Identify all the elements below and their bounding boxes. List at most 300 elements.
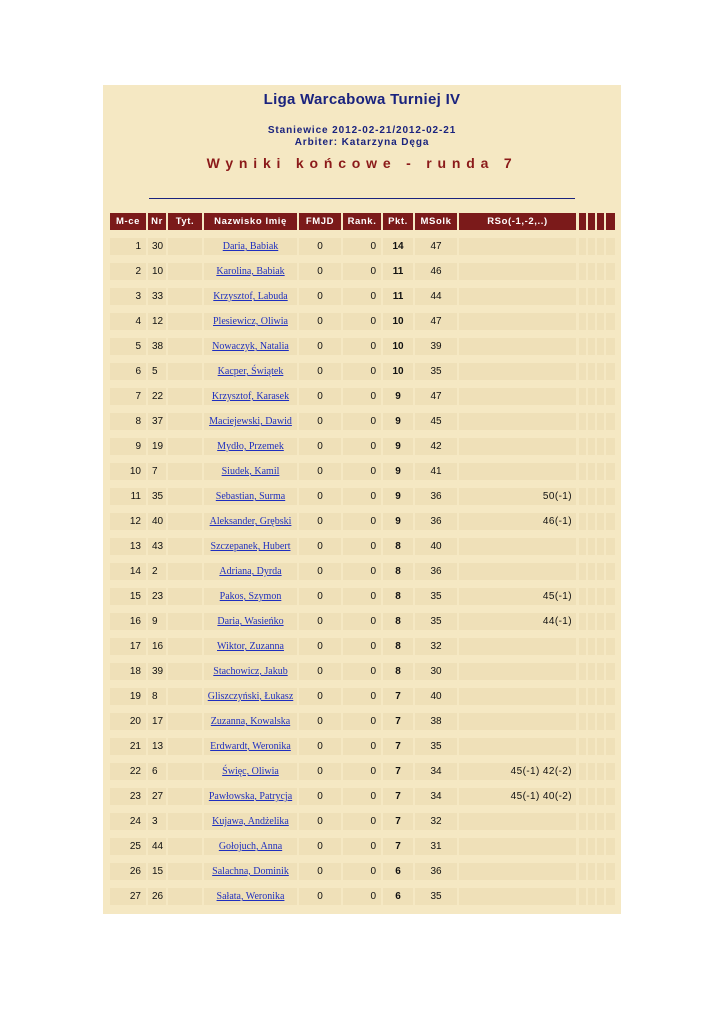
- cell-msolk: 44: [415, 288, 457, 305]
- cell-extra: [579, 313, 586, 330]
- cell-rank: 0: [343, 338, 381, 355]
- cell-rank: 0: [343, 838, 381, 855]
- player-name-link[interactable]: Siudek, Kamil: [221, 466, 280, 477]
- cell-rso: [459, 538, 576, 555]
- cell-extra: [606, 588, 615, 605]
- cell-place: 27: [110, 888, 146, 905]
- cell-rank: 0: [343, 738, 381, 755]
- cell-extra: [579, 588, 586, 605]
- cell-extra: [606, 888, 615, 905]
- player-name-link[interactable]: Zuzanna, Kowalska: [210, 716, 291, 727]
- player-name-link[interactable]: Erdwardt, Weronika: [210, 741, 291, 752]
- cell-fmjd: 0: [299, 888, 341, 905]
- cell-extra: [606, 738, 615, 755]
- cell-extra: [588, 338, 595, 355]
- cell-extra: [606, 638, 615, 655]
- cell-extra: [579, 863, 586, 880]
- cell-extra: [606, 363, 615, 380]
- cell-rank: 0: [343, 263, 381, 280]
- cell-title: [168, 463, 202, 480]
- cell-msolk: 34: [415, 788, 457, 805]
- cell-nr: 30: [148, 238, 166, 255]
- cell-extra: [588, 413, 595, 430]
- cell-rso: [459, 863, 576, 880]
- player-name-link[interactable]: Gołojuch, Anna: [218, 841, 283, 852]
- cell-name: [204, 738, 297, 755]
- cell-rank: 0: [343, 238, 381, 255]
- cell-msolk: 47: [415, 313, 457, 330]
- cell-rank: 0: [343, 438, 381, 455]
- cell-rso: [459, 363, 576, 380]
- cell-nr: 16: [148, 638, 166, 655]
- cell-extra: [597, 363, 604, 380]
- cell-title: [168, 788, 202, 805]
- cell-fmjd: 0: [299, 713, 341, 730]
- cell-extra: [579, 788, 586, 805]
- cell-extra: [588, 688, 595, 705]
- cell-extra: [606, 288, 615, 305]
- cell-name: [204, 513, 297, 530]
- cell-extra: [597, 813, 604, 830]
- cell-place: 5: [110, 338, 146, 355]
- cell-fmjd: 0: [299, 788, 341, 805]
- cell-place: 12: [110, 513, 146, 530]
- cell-points: 8: [383, 638, 413, 655]
- cell-fmjd: 0: [299, 838, 341, 855]
- cell-fmjd: 0: [299, 263, 341, 280]
- cell-rank: 0: [343, 588, 381, 605]
- col-header-points: Pkt.: [383, 213, 413, 230]
- col-header-fmjd: FMJD: [299, 213, 341, 230]
- cell-extra: [606, 788, 615, 805]
- cell-extra: [579, 513, 586, 530]
- cell-name: [204, 713, 297, 730]
- player-name-link[interactable]: Pawłowska, Patrycja: [208, 791, 293, 802]
- cell-place: 16: [110, 613, 146, 630]
- cell-msolk: 36: [415, 563, 457, 580]
- cell-extra: [606, 538, 615, 555]
- cell-name: [204, 838, 297, 855]
- cell-extra: [588, 613, 595, 630]
- cell-place: 9: [110, 438, 146, 455]
- cell-name: [204, 463, 297, 480]
- cell-points: 7: [383, 713, 413, 730]
- col-header-title: Tyt.: [168, 213, 202, 230]
- cell-extra: [588, 388, 595, 405]
- cell-points: 7: [383, 738, 413, 755]
- cell-nr: 12: [148, 313, 166, 330]
- cell-rso: [459, 288, 576, 305]
- cell-extra: [579, 763, 586, 780]
- cell-extra: [606, 513, 615, 530]
- cell-title: [168, 663, 202, 680]
- cell-extra: [588, 663, 595, 680]
- cell-extra: [606, 488, 615, 505]
- cell-extra: [597, 663, 604, 680]
- cell-title: [168, 563, 202, 580]
- col-header-rank: Rank.: [343, 213, 381, 230]
- cell-points: 7: [383, 838, 413, 855]
- player-name-link[interactable]: Wiktor, Zuzanna: [217, 641, 284, 652]
- cell-rank: 0: [343, 463, 381, 480]
- cell-msolk: 36: [415, 863, 457, 880]
- cell-extra: [588, 463, 595, 480]
- cell-extra: [597, 313, 604, 330]
- cell-rso: [459, 388, 576, 405]
- cell-extra: [588, 238, 595, 255]
- cell-extra: [606, 413, 615, 430]
- cell-name: [204, 363, 297, 380]
- cell-place: 15: [110, 588, 146, 605]
- cell-rso: [459, 663, 576, 680]
- cell-extra: [597, 263, 604, 280]
- cell-msolk: 35: [415, 613, 457, 630]
- cell-extra: [588, 888, 595, 905]
- cell-rso: 44(-1): [459, 613, 576, 630]
- cell-fmjd: 0: [299, 413, 341, 430]
- cell-place: 26: [110, 863, 146, 880]
- player-name-link[interactable]: Maciejewski, Dawid: [209, 416, 292, 427]
- cell-extra: [579, 738, 586, 755]
- cell-title: [168, 838, 202, 855]
- player-name-link[interactable]: Święc, Oliwia: [222, 766, 279, 777]
- cell-title: [168, 438, 202, 455]
- cell-fmjd: 0: [299, 588, 341, 605]
- cell-nr: 22: [148, 388, 166, 405]
- cell-name: [204, 288, 297, 305]
- cell-nr: 38: [148, 338, 166, 355]
- player-name-link[interactable]: Sebastian, Surma: [215, 491, 286, 502]
- cell-extra: [597, 638, 604, 655]
- cell-extra: [588, 513, 595, 530]
- cell-extra: [588, 313, 595, 330]
- cell-extra: [606, 863, 615, 880]
- cell-nr: 17: [148, 713, 166, 730]
- cell-nr: 9: [148, 613, 166, 630]
- cell-nr: 5: [148, 363, 166, 380]
- cell-rso: 45(-1): [459, 588, 576, 605]
- cell-extra: [579, 663, 586, 680]
- cell-place: 13: [110, 538, 146, 555]
- cell-name: [204, 813, 297, 830]
- cell-fmjd: 0: [299, 338, 341, 355]
- cell-nr: 2: [148, 563, 166, 580]
- cell-rank: 0: [343, 763, 381, 780]
- cell-points: 8: [383, 538, 413, 555]
- cell-points: 10: [383, 313, 413, 330]
- cell-rank: 0: [343, 713, 381, 730]
- cell-fmjd: 0: [299, 463, 341, 480]
- cell-place: 2: [110, 263, 146, 280]
- cell-msolk: 46: [415, 263, 457, 280]
- cell-extra: [579, 838, 586, 855]
- cell-name: [204, 563, 297, 580]
- player-name-link[interactable]: Adriana, Dyrda: [219, 566, 282, 577]
- cell-rso: 45(-1) 42(-2): [459, 763, 576, 780]
- player-name-link[interactable]: Daria, Babiak: [222, 241, 279, 252]
- player-name-link[interactable]: Salachna, Dominik: [212, 866, 289, 877]
- cell-rank: 0: [343, 363, 381, 380]
- cell-extra: [579, 413, 586, 430]
- cell-extra: [606, 338, 615, 355]
- player-name-link[interactable]: Sałata, Weronika: [216, 891, 285, 902]
- cell-points: 11: [383, 263, 413, 280]
- cell-rank: 0: [343, 688, 381, 705]
- cell-points: 6: [383, 863, 413, 880]
- cell-msolk: 41: [415, 463, 457, 480]
- cell-place: 22: [110, 763, 146, 780]
- cell-rso: [459, 263, 576, 280]
- cell-msolk: 35: [415, 738, 457, 755]
- cell-extra: [588, 538, 595, 555]
- player-name-link[interactable]: Pakos, Szymon: [219, 591, 282, 602]
- cell-name: [204, 638, 297, 655]
- col-header-place: M-ce: [110, 213, 146, 230]
- cell-extra: [579, 538, 586, 555]
- cell-msolk: 40: [415, 688, 457, 705]
- cell-place: 4: [110, 313, 146, 330]
- cell-extra: [588, 438, 595, 455]
- cell-rank: 0: [343, 888, 381, 905]
- cell-points: 10: [383, 363, 413, 380]
- cell-nr: 23: [148, 588, 166, 605]
- cell-points: 14: [383, 238, 413, 255]
- player-name-link[interactable]: Aleksander, Grębski: [209, 516, 292, 527]
- cell-name: [204, 588, 297, 605]
- cell-extra: [579, 263, 586, 280]
- col-header-msolk: MSolk: [415, 213, 457, 230]
- cell-rso: [459, 463, 576, 480]
- cell-extra: [579, 488, 586, 505]
- cell-extra: [588, 488, 595, 505]
- col-header-name: Nazwisko Imię: [204, 213, 297, 230]
- cell-rso: [459, 738, 576, 755]
- cell-title: [168, 738, 202, 755]
- cell-title: [168, 363, 202, 380]
- cell-extra: [588, 813, 595, 830]
- col-header-rso: RSo(-1,-2,..): [459, 213, 576, 230]
- cell-place: 6: [110, 363, 146, 380]
- cell-msolk: 32: [415, 638, 457, 655]
- cell-nr: 8: [148, 688, 166, 705]
- cell-extra: [597, 763, 604, 780]
- cell-extra: [579, 238, 586, 255]
- player-name-link[interactable]: Mydło, Przemek: [217, 441, 284, 452]
- cell-msolk: 36: [415, 488, 457, 505]
- cell-title: [168, 313, 202, 330]
- cell-title: [168, 288, 202, 305]
- cell-extra: [597, 538, 604, 555]
- cell-points: 9: [383, 413, 413, 430]
- cell-name: [204, 263, 297, 280]
- cell-points: 11: [383, 288, 413, 305]
- cell-name: [204, 388, 297, 405]
- cell-rso: [459, 563, 576, 580]
- cell-place: 24: [110, 813, 146, 830]
- cell-msolk: 36: [415, 513, 457, 530]
- cell-place: 21: [110, 738, 146, 755]
- cell-msolk: 42: [415, 438, 457, 455]
- cell-extra: [588, 588, 595, 605]
- cell-fmjd: 0: [299, 238, 341, 255]
- cell-extra: [597, 788, 604, 805]
- cell-fmjd: 0: [299, 538, 341, 555]
- cell-points: 8: [383, 613, 413, 630]
- cell-extra: [579, 713, 586, 730]
- cell-rank: 0: [343, 413, 381, 430]
- cell-extra: [579, 638, 586, 655]
- cell-rank: 0: [343, 638, 381, 655]
- cell-rank: 0: [343, 663, 381, 680]
- cell-fmjd: 0: [299, 363, 341, 380]
- cell-extra: [597, 863, 604, 880]
- player-name-link[interactable]: Krzysztof, Karasek: [211, 391, 290, 402]
- cell-name: [204, 613, 297, 630]
- cell-rso: 45(-1) 40(-2): [459, 788, 576, 805]
- cell-extra: [597, 288, 604, 305]
- cell-place: 3: [110, 288, 146, 305]
- player-name-link[interactable]: Krzysztof, Labuda: [213, 291, 288, 302]
- cell-extra: [597, 588, 604, 605]
- cell-rso: [459, 338, 576, 355]
- cell-fmjd: 0: [299, 663, 341, 680]
- cell-rank: 0: [343, 388, 381, 405]
- cell-fmjd: 0: [299, 738, 341, 755]
- cell-fmjd: 0: [299, 438, 341, 455]
- cell-rank: 0: [343, 538, 381, 555]
- cell-extra: [606, 813, 615, 830]
- cell-rank: 0: [343, 313, 381, 330]
- cell-extra: [606, 313, 615, 330]
- cell-msolk: 40: [415, 538, 457, 555]
- results-title: Wyniki końcowe - runda 7: [206, 155, 518, 171]
- cell-extra: [588, 763, 595, 780]
- cell-extra: [588, 788, 595, 805]
- cell-title: [168, 338, 202, 355]
- player-name-link[interactable]: Gliszczyński, Łukasz: [207, 691, 294, 702]
- cell-extra: [606, 763, 615, 780]
- title-divider: [149, 198, 575, 199]
- col-header-extra: [597, 213, 604, 230]
- cell-points: 7: [383, 763, 413, 780]
- cell-extra: [579, 338, 586, 355]
- cell-msolk: 30: [415, 663, 457, 680]
- cell-extra: [606, 713, 615, 730]
- player-name-link[interactable]: Kujawa, Andżelika: [212, 816, 289, 827]
- cell-nr: 19: [148, 438, 166, 455]
- cell-name: [204, 413, 297, 430]
- cell-name: [204, 438, 297, 455]
- cell-points: 9: [383, 488, 413, 505]
- cell-fmjd: 0: [299, 313, 341, 330]
- cell-nr: 15: [148, 863, 166, 880]
- cell-fmjd: 0: [299, 563, 341, 580]
- cell-extra: [606, 838, 615, 855]
- cell-rso: [459, 313, 576, 330]
- cell-place: 11: [110, 488, 146, 505]
- cell-extra: [597, 388, 604, 405]
- cell-points: 9: [383, 513, 413, 530]
- cell-title: [168, 538, 202, 555]
- cell-nr: 6: [148, 763, 166, 780]
- cell-extra: [588, 263, 595, 280]
- cell-place: 14: [110, 563, 146, 580]
- cell-title: [168, 613, 202, 630]
- player-name-link[interactable]: Plesiewicz, Oliwia: [213, 316, 288, 327]
- cell-title: [168, 488, 202, 505]
- cell-rso: 46(-1): [459, 513, 576, 530]
- cell-points: 8: [383, 563, 413, 580]
- cell-extra: [606, 263, 615, 280]
- cell-extra: [597, 613, 604, 630]
- cell-title: [168, 763, 202, 780]
- cell-nr: 35: [148, 488, 166, 505]
- player-name-link[interactable]: Stachowicz, Jakub: [213, 666, 288, 677]
- player-name-link[interactable]: Szczepanek, Hubert: [210, 541, 291, 552]
- cell-nr: 44: [148, 838, 166, 855]
- cell-extra: [579, 288, 586, 305]
- cell-place: 8: [110, 413, 146, 430]
- cell-title: [168, 513, 202, 530]
- cell-extra: [606, 688, 615, 705]
- cell-rank: 0: [343, 613, 381, 630]
- cell-place: 25: [110, 838, 146, 855]
- cell-name: [204, 313, 297, 330]
- cell-points: 9: [383, 463, 413, 480]
- player-name-link[interactable]: Karolina, Babiak: [216, 266, 285, 277]
- cell-place: 20: [110, 713, 146, 730]
- cell-name: [204, 688, 297, 705]
- tournament-place-dates: Staniewice 2012-02-21/2012-02-21: [267, 125, 457, 136]
- cell-title: [168, 888, 202, 905]
- tournament-title: Liga Warcabowa Turniej IV: [263, 91, 461, 108]
- cell-title: [168, 263, 202, 280]
- col-header-extra: [588, 213, 595, 230]
- cell-extra: [588, 713, 595, 730]
- cell-fmjd: 0: [299, 613, 341, 630]
- col-header-extra: [579, 213, 586, 230]
- cell-name: [204, 238, 297, 255]
- cell-extra: [606, 438, 615, 455]
- cell-place: 23: [110, 788, 146, 805]
- cell-extra: [597, 338, 604, 355]
- cell-fmjd: 0: [299, 763, 341, 780]
- cell-nr: 27: [148, 788, 166, 805]
- cell-msolk: 35: [415, 363, 457, 380]
- cell-extra: [588, 863, 595, 880]
- cell-rso: [459, 238, 576, 255]
- cell-place: 17: [110, 638, 146, 655]
- cell-extra: [597, 563, 604, 580]
- player-name-link[interactable]: Nowaczyk, Natalia: [212, 341, 289, 352]
- cell-nr: 3: [148, 813, 166, 830]
- cell-title: [168, 588, 202, 605]
- cell-rank: 0: [343, 813, 381, 830]
- cell-place: 19: [110, 688, 146, 705]
- cell-extra: [579, 888, 586, 905]
- col-header-extra: [606, 213, 615, 230]
- cell-extra: [597, 713, 604, 730]
- cell-place: 18: [110, 663, 146, 680]
- player-name-link[interactable]: Daria, Wasieńko: [217, 616, 284, 627]
- cell-extra: [597, 688, 604, 705]
- cell-rank: 0: [343, 488, 381, 505]
- cell-msolk: 35: [415, 888, 457, 905]
- cell-rank: 0: [343, 788, 381, 805]
- cell-extra: [597, 838, 604, 855]
- player-name-link[interactable]: Kacper, Świątek: [217, 366, 284, 377]
- cell-extra: [588, 288, 595, 305]
